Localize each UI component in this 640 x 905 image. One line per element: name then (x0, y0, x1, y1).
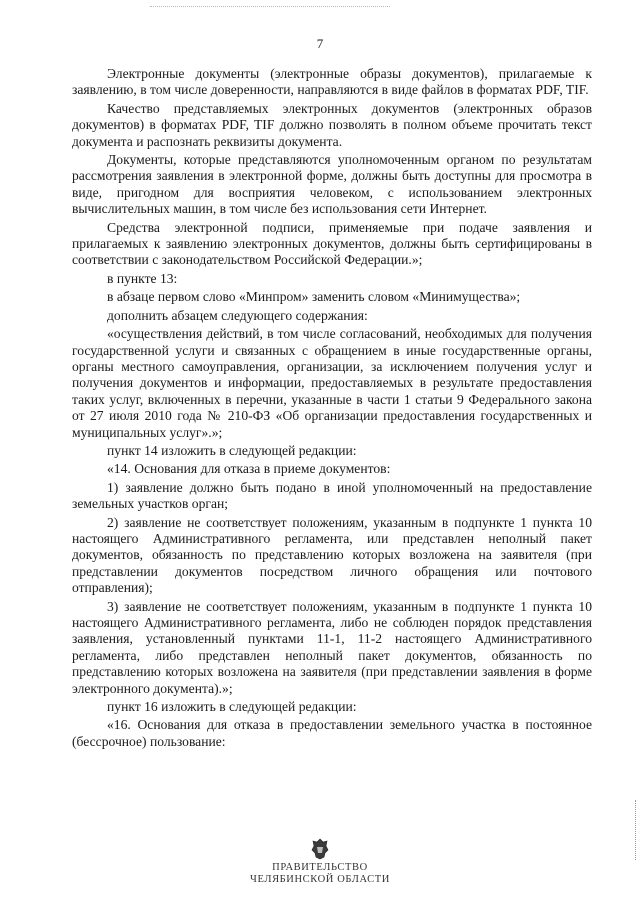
scan-artifact-top (150, 6, 390, 11)
paragraph: Качество представляемых электронных документов (электронных образов документов) в форматах PDF, TIF должно позволять в полном объеме прочитать текст документа и распознать реквизиты документа. (72, 100, 592, 149)
footer-line-region: ЧЕЛЯБИНСКОЙ ОБЛАСТИ (250, 874, 390, 885)
paragraph: «осуществления действий, в том числе согласований, необходимых для получения государственной услуги и связанных с обращением в иные государственные органы, органы местного самоуправления, организации, за исключением получения услуг и получения документов и информации, предоставляемых в результате предоставления таких услуг, включенных в перечни, указанные в части 1 статьи 9 Федерального закона от 27 июля 2010 года № 210-ФЗ «Об организации предоставления государственных и муниципальных услуг».»; (72, 326, 592, 440)
paragraph: «14. Основания для отказа в приеме документов: (107, 461, 391, 477)
paragraph: 3) заявление не соответствует положениям, указанным в подпункте 1 пункта 10 настоящего Административного регламента, либо не соблюден порядок представления заявления, установленный пунктами 11-1, 11-2 настоящего Административного регламента, либо представлен неполный пакет документов, обязанность по представлению которых возложена на заявителя (при представлении заявления в форме электронного документа).»; (72, 598, 592, 696)
document-body (72, 66, 592, 752)
paragraph: Средства электронной подписи, применяемые при подаче заявления и прилагаемых к заявлению электронных документов, должны быть сертифицированы в соответствии с законодательством Российской Федерации.»; (72, 219, 592, 268)
coat-of-arms-icon (310, 838, 330, 860)
paragraph: дополнить абзацем следующего содержания: (107, 307, 368, 323)
paragraph: Электронные документы (электронные образы документов), прилагаемые к заявлению, в том числе доверенности, направляются в виде файлов в форматах PDF, TIF. (72, 66, 592, 98)
paragraph: Документы, которые представляются уполномоченным органом по результатам рассмотрения заявления в электронной форме, должны быть доступны для просмотра в виде, пригодном для восприятия человеком, с использованием электронных вычислительных машин, в том числе без использования сети Интернет. (72, 152, 592, 217)
paragraph: пункт 16 изложить в следующей редакции: (107, 699, 357, 715)
footer-line-government: ПРАВИТЕЛЬСТВО (272, 862, 368, 873)
page-number: 7 (316, 36, 324, 51)
paragraph: 1) заявление должно быть подано в иной уполномоченный на предоставление земельных участков орган; (72, 479, 592, 512)
footer-stamp (0, 838, 640, 886)
paragraph: в пункте 13: (107, 270, 178, 286)
paragraph: в абзаце первом слово «Минпром» заменить словом «Минимущества»; (107, 289, 521, 305)
scan-artifact-edge (631, 800, 636, 860)
paragraph: пункт 14 изложить в следующей редакции: (107, 442, 357, 458)
paragraph: «16. Основания для отказа в предоставлении земельного участка в постоянное (бессрочное) пользование: (72, 717, 592, 749)
paragraph: 2) заявление не соответствует положениям, указанным в подпункте 1 пункта 10 настоящего Административного регламента, или представлен неполный пакет документов, обязанность по представлению которых возложена на заявителя (при представлении документов посредством личного обращения или почтового отправления); (72, 514, 592, 596)
